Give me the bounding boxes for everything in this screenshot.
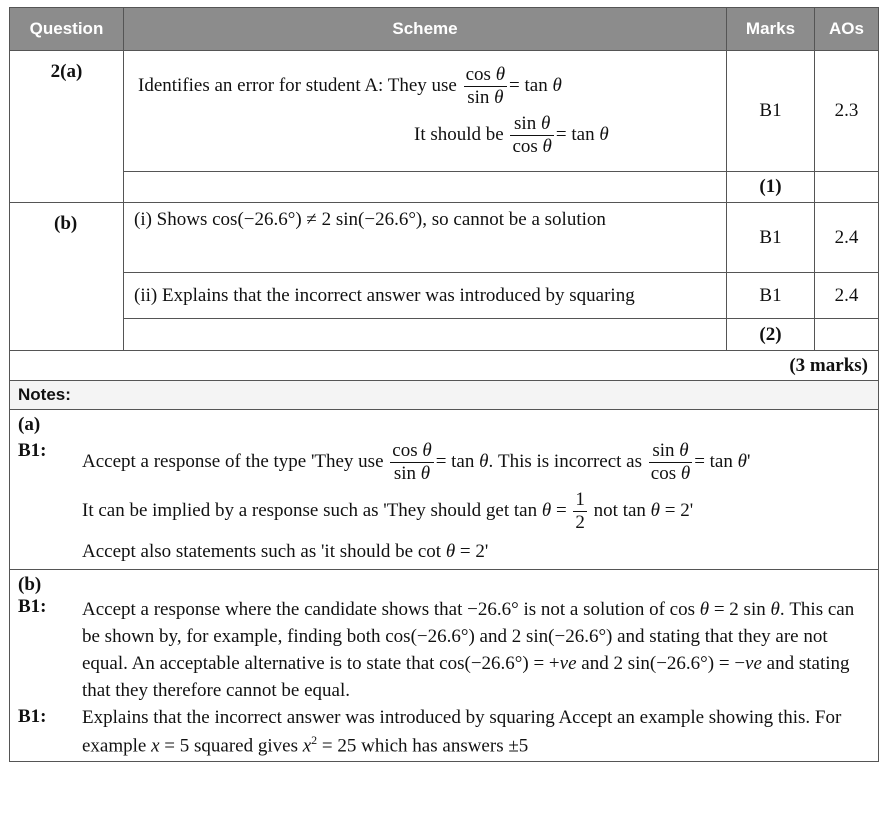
notes-a: (a) B1: Accept a response of the type 'They use $\frac{\text{cos θ}}{\text{sin θ}}$ = tan θ. This is incorrect as $\frac{\text{sin θ}}{\text{cos θ}}$ = tan θ' It can be implied by a response such as 'They should get tan θ = $\frac{1}{2}$ not tan θ = 2' Accept also statements such as 'it should be cot θ = 2' (10, 410, 879, 570)
notes-a-line2-mid: not (593, 499, 618, 521)
q2b-i-suffix: , so cannot be a solution (422, 209, 606, 230)
notes-b-p2b: squared gives (194, 735, 298, 757)
notes-a-line1-prefix: Accept a response of the type 'They use (82, 450, 384, 472)
q2a-ao: 2.3 (815, 51, 879, 172)
header-scheme: Scheme (124, 8, 727, 51)
notes-b-b1-first: B1: (18, 596, 47, 617)
header-aos: AOs (815, 8, 879, 51)
q2a-line2-text: It should be (414, 123, 504, 145)
notes-b-p1a: Accept a response where the candidate shows that (82, 599, 463, 620)
q2b-i-row (10, 203, 879, 273)
notes-b-p2a: Explains that the incorrect answer was introduced by squaring Accept an example showing this. For example (82, 707, 842, 757)
q2b-subtotal: (2) (727, 319, 815, 351)
header-row (10, 8, 879, 51)
notes-b: (b) B1: Accept a response where the candidate shows that −26.6° is not a solution of cos θ = 2 sin θ. This can be shown by, for example, finding both cos(−26.6°) and 2 sin(−26.6°) and stating that they are not equal. An acceptable alternative is to state that cos(−26.6°) = +ve and 2 sin(−26.6°) = −ve and stating that they therefore cannot be equal. B1: Explains that the incorrect answer was introduced by squaring Accept an example showing this. For example x = 5 squared gives $x^2 = 25$ which has answers ±5 (10, 570, 879, 762)
notes-b-b1-second: B1: (18, 706, 47, 727)
notes-b-p1e: and stating that they are not equal. An acceptable alternative is to state that (82, 626, 828, 674)
total-marks: (3 marks) (10, 351, 879, 381)
notes-b-p1d: and (479, 626, 507, 647)
notes-b-label: (b) (18, 574, 42, 595)
q2b-i-prefix: (i) Shows (134, 209, 208, 230)
q2b-ii-mark: B1 (727, 273, 815, 319)
notes-a-line2-prefix: It can be implied by a response such as 'They should get (82, 499, 510, 521)
q2b-label: (b) (10, 203, 124, 351)
q2b-i-ao: 2.4 (815, 203, 879, 273)
notes-b-row (10, 570, 879, 762)
header-question: Question (10, 8, 124, 51)
q2a-line1-text: Identifies an error for student A: They use (138, 74, 457, 96)
sin-over-cos-fraction: $\frac{\text{sin θ}}{\text{cos θ}}$ (512, 113, 552, 157)
notes-b-p2c: which has answers (361, 735, 504, 757)
q2b-ii-ao: 2.4 (815, 273, 879, 319)
notes-a-row (10, 410, 879, 570)
notes-a-line3-prefix: Accept also statements such as 'it should be (82, 541, 414, 562)
notes-b-p1g: and stating that they therefore cannot be equal. (82, 653, 850, 701)
q2a-subtotal: (1) (727, 172, 815, 203)
notes-b-p1b: is not a solution of (523, 599, 665, 620)
notes-header-row (10, 381, 879, 410)
notes-a-label: (a) (18, 414, 41, 435)
notes-a-b1: B1: (18, 440, 47, 461)
notes-a-line1-mid: . This is incorrect as (488, 450, 643, 472)
q2b-ii-scheme: (ii) Explains that the incorrect answer was introduced by squaring (124, 273, 727, 319)
notes-b-p1f: and (581, 653, 609, 674)
notes-title: Notes: (10, 381, 879, 410)
q2a-mark: B1 (727, 51, 815, 172)
header-marks: Marks (727, 8, 815, 51)
q2a-subtotal-row (10, 172, 879, 203)
q2b-i-scheme: (i) Shows cos(−26.6°) ≠ 2 sin(−26.6°), so cannot be a solution (124, 203, 727, 273)
q2b-i-mark: B1 (727, 203, 815, 273)
mark-scheme (9, 7, 878, 762)
q2b-ii-row (10, 273, 879, 319)
notes-b-p1c: . This can be shown by, for example, finding both (82, 599, 855, 647)
cos-over-sin-fraction: $\frac{\text{cos θ}}{\text{sin θ}}$ (465, 64, 506, 108)
total-row (10, 351, 879, 381)
mark-scheme-table (9, 7, 879, 762)
q2b-subtotal-row (10, 319, 879, 351)
q2a-row (10, 51, 879, 172)
q2a-label: 2(a) (10, 51, 124, 203)
q2a-scheme: Identifies an error for student A: They use $\frac{\text{cos θ}}{\text{sin θ}}$ = tan θ It should be $\frac{\text{sin θ}}{\text{cos θ}}$ = tan θ (124, 51, 727, 172)
